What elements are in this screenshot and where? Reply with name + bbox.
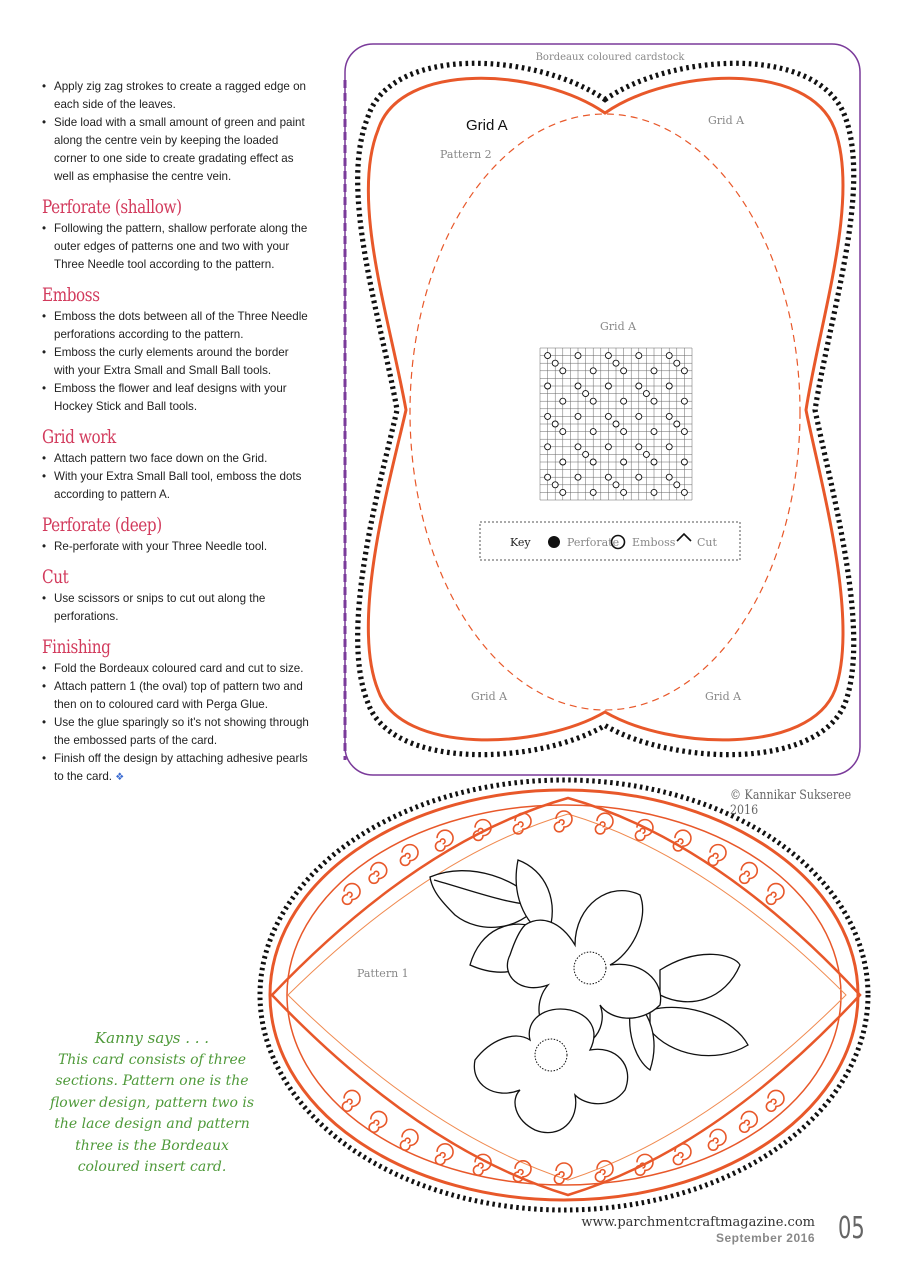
bordeaux-label: Bordeaux coloured cardstock: [535, 52, 685, 63]
swirl-icon: [708, 1129, 726, 1150]
kanny-title: Kanny says . . .: [94, 1029, 210, 1047]
list-item: • With your Extra Small Ball tool, emboss the dots according to pattern A.: [42, 468, 310, 504]
emboss-dot: [560, 459, 566, 465]
heading-grid-work: Grid work: [42, 426, 116, 448]
emboss-dot: [575, 413, 581, 419]
swirl-icon: [513, 813, 531, 834]
emboss-dot: [575, 383, 581, 389]
emboss-dot: [666, 413, 672, 419]
emboss-dot: [560, 398, 566, 404]
kanny-line: coloured insert card.: [77, 1159, 227, 1175]
emboss-dot: [545, 474, 551, 480]
swirl-icon: [673, 830, 691, 851]
cut-caret-icon: [677, 534, 691, 541]
swirl-icon: [473, 1154, 491, 1175]
emboss-dot: [651, 459, 657, 465]
list-item: • Use scissors or snips to cut out along the perforations.: [42, 590, 310, 626]
swirl-icon: [435, 1144, 453, 1165]
list-item: • Attach pattern 1 (the oval) top of pattern two and then on to coloured card with Perga Glue.: [42, 678, 310, 714]
swirl-icon: [635, 1154, 653, 1175]
heading-perforate-deep: Perforate (deep): [42, 514, 162, 536]
emboss-dot: [575, 444, 581, 450]
list-item-text: Finish off the design by attaching adhesive pearls to the card.: [54, 752, 308, 783]
swirl-icon: [766, 884, 784, 905]
emboss-dot: [643, 391, 649, 397]
emboss-dot: [590, 368, 596, 374]
emboss-dot: [552, 421, 558, 427]
list-item: • Emboss the flower and leaf designs with your Hockey Stick and Ball tools.: [42, 380, 310, 416]
emboss-dot: [560, 368, 566, 374]
end-mark-icon: ❖: [115, 772, 125, 783]
swirl-icon: [342, 884, 360, 905]
emboss-dot: [636, 413, 642, 419]
emboss-dot: [605, 444, 611, 450]
list-item: • Fold the Bordeaux coloured card and cut to size.: [42, 660, 310, 678]
page-number: 05: [838, 1211, 865, 1246]
bordeaux-card-outline: [345, 44, 860, 775]
pattern2-label: Pattern 2: [440, 148, 492, 161]
heading-emboss: Emboss: [42, 284, 100, 306]
emboss-dot: [621, 489, 627, 495]
swirl-icon: [708, 845, 726, 866]
swirl-icon: [766, 1090, 784, 1111]
emboss-dot: [605, 353, 611, 359]
emboss-dot: [545, 353, 551, 359]
flower-design: [430, 860, 748, 1133]
grid-a-label-center: Grid A: [600, 320, 637, 333]
list-item: • Attach pattern two face down on the Grid.: [42, 450, 310, 468]
emboss-dot: [575, 474, 581, 480]
emboss-dot: [674, 360, 680, 366]
heading-cut: Cut: [42, 566, 69, 588]
emboss-dot: [621, 429, 627, 435]
kanny-line: This card consists of three: [57, 1051, 247, 1068]
emboss-dot: [621, 368, 627, 374]
emboss-dot: [583, 391, 589, 397]
emboss-dot: [651, 429, 657, 435]
emboss-dot: [545, 413, 551, 419]
emboss-dot: [674, 482, 680, 488]
emboss-dot: [674, 421, 680, 427]
swirl-icon: [740, 1111, 758, 1132]
emboss-dot: [636, 383, 642, 389]
leaf-shape: [660, 954, 740, 1001]
emboss-dot: [560, 429, 566, 435]
swirl-icon: [513, 1161, 531, 1182]
heading-perforate-shallow: Perforate (shallow): [42, 196, 182, 218]
kanny-line: sections. Pattern one is the: [55, 1073, 249, 1089]
emboss-dot: [590, 489, 596, 495]
emboss-dot: [621, 398, 627, 404]
emboss-dot: [575, 353, 581, 359]
emboss-dot: [681, 398, 687, 404]
grid-a-diagram: [540, 348, 692, 500]
perforate-dot-icon: [548, 536, 560, 548]
swirl-icon: [400, 1129, 418, 1150]
pattern2-outline: [368, 78, 843, 740]
emboss-dot: [636, 444, 642, 450]
list-item: • Side load with a small amount of green and paint along the centre vein by keeping the loaded corner to one side to create gradating effect as well as emphasise the centre vein.: [42, 114, 310, 186]
list-item: • Re-perforate with your Three Needle tool.: [42, 538, 310, 556]
emboss-dot: [651, 489, 657, 495]
grid-a-label-tr: Grid A: [708, 114, 745, 127]
swirl-icon: [369, 1111, 387, 1132]
list-item: • Apply zig zag strokes to create a ragged edge on each side of the leaves.: [42, 78, 310, 114]
emboss-dot: [613, 360, 619, 366]
emboss-dot: [605, 413, 611, 419]
copyright: © Kannikar Sukseree 2016: [730, 788, 852, 818]
emboss-dot: [681, 459, 687, 465]
grid-a-bold-label: Grid A: [466, 117, 508, 134]
emboss-dot: [552, 482, 558, 488]
emboss-dot: [590, 429, 596, 435]
key-perforate-label: Perforate: [567, 536, 620, 549]
emboss-dot: [613, 482, 619, 488]
emboss-dot: [583, 451, 589, 457]
emboss-dot: [613, 421, 619, 427]
list-item: • Following the pattern, shallow perforate along the outer edges of patterns one and two with your Three Needle tool according to the pattern.: [42, 220, 310, 274]
footer-url[interactable]: www.parchmentcraftmagazine.com: [581, 1215, 815, 1230]
emboss-dot: [651, 368, 657, 374]
emboss-dot: [636, 353, 642, 359]
pattern2-oval-guide: [410, 114, 800, 710]
emboss-dot: [590, 459, 596, 465]
key-label: Key: [510, 536, 531, 549]
footer-date: September 2016: [715, 1231, 815, 1245]
grid-a-label-bl: Grid A: [471, 690, 508, 703]
emboss-dot: [666, 383, 672, 389]
emboss-dot: [681, 368, 687, 374]
kanny-line: the lace design and pattern: [54, 1116, 250, 1132]
emboss-dot: [545, 444, 551, 450]
emboss-dot: [552, 360, 558, 366]
emboss-dot: [666, 474, 672, 480]
emboss-dot: [651, 398, 657, 404]
pattern1-label: Pattern 1: [357, 967, 409, 980]
emboss-dot: [666, 353, 672, 359]
emboss-dot: [605, 383, 611, 389]
emboss-dot: [636, 474, 642, 480]
kanny-line: three is the Bordeaux: [75, 1137, 229, 1154]
flower-centre-icon: [535, 1039, 567, 1071]
swirl-icon: [740, 863, 758, 884]
grid-a-label-br: Grid A: [705, 690, 742, 703]
swirl-icon: [673, 1144, 691, 1165]
key-cut-label: Cut: [697, 536, 717, 549]
swirl-icon: [342, 1090, 360, 1111]
emboss-dot: [621, 459, 627, 465]
heading-finishing: Finishing: [42, 636, 111, 658]
swirl-icon: [554, 811, 572, 832]
key-emboss-label: Emboss: [632, 536, 676, 549]
swirl-icon: [369, 863, 387, 884]
emboss-dot: [666, 444, 672, 450]
emboss-dot: [560, 489, 566, 495]
flower-centre-icon: [574, 952, 606, 984]
swirl-icon: [554, 1163, 572, 1184]
swirl-icon: [400, 845, 418, 866]
emboss-dot: [605, 474, 611, 480]
kanny-line: flower design, pattern two is: [49, 1094, 255, 1111]
list-item: • Emboss the curly elements around the border with your Extra Small and Small Ball tools.: [42, 344, 310, 380]
list-item: • Emboss the dots between all of the Three Needle perforations according to the pattern.: [42, 308, 310, 344]
emboss-dot: [590, 398, 596, 404]
emboss-dot: [545, 383, 551, 389]
leaf-shape: [650, 1007, 748, 1055]
emboss-dot: [681, 429, 687, 435]
list-item: • Use the glue sparingly so it's not showing through the embossed parts of the card.: [42, 714, 310, 750]
emboss-dot: [681, 489, 687, 495]
emboss-dot: [643, 451, 649, 457]
